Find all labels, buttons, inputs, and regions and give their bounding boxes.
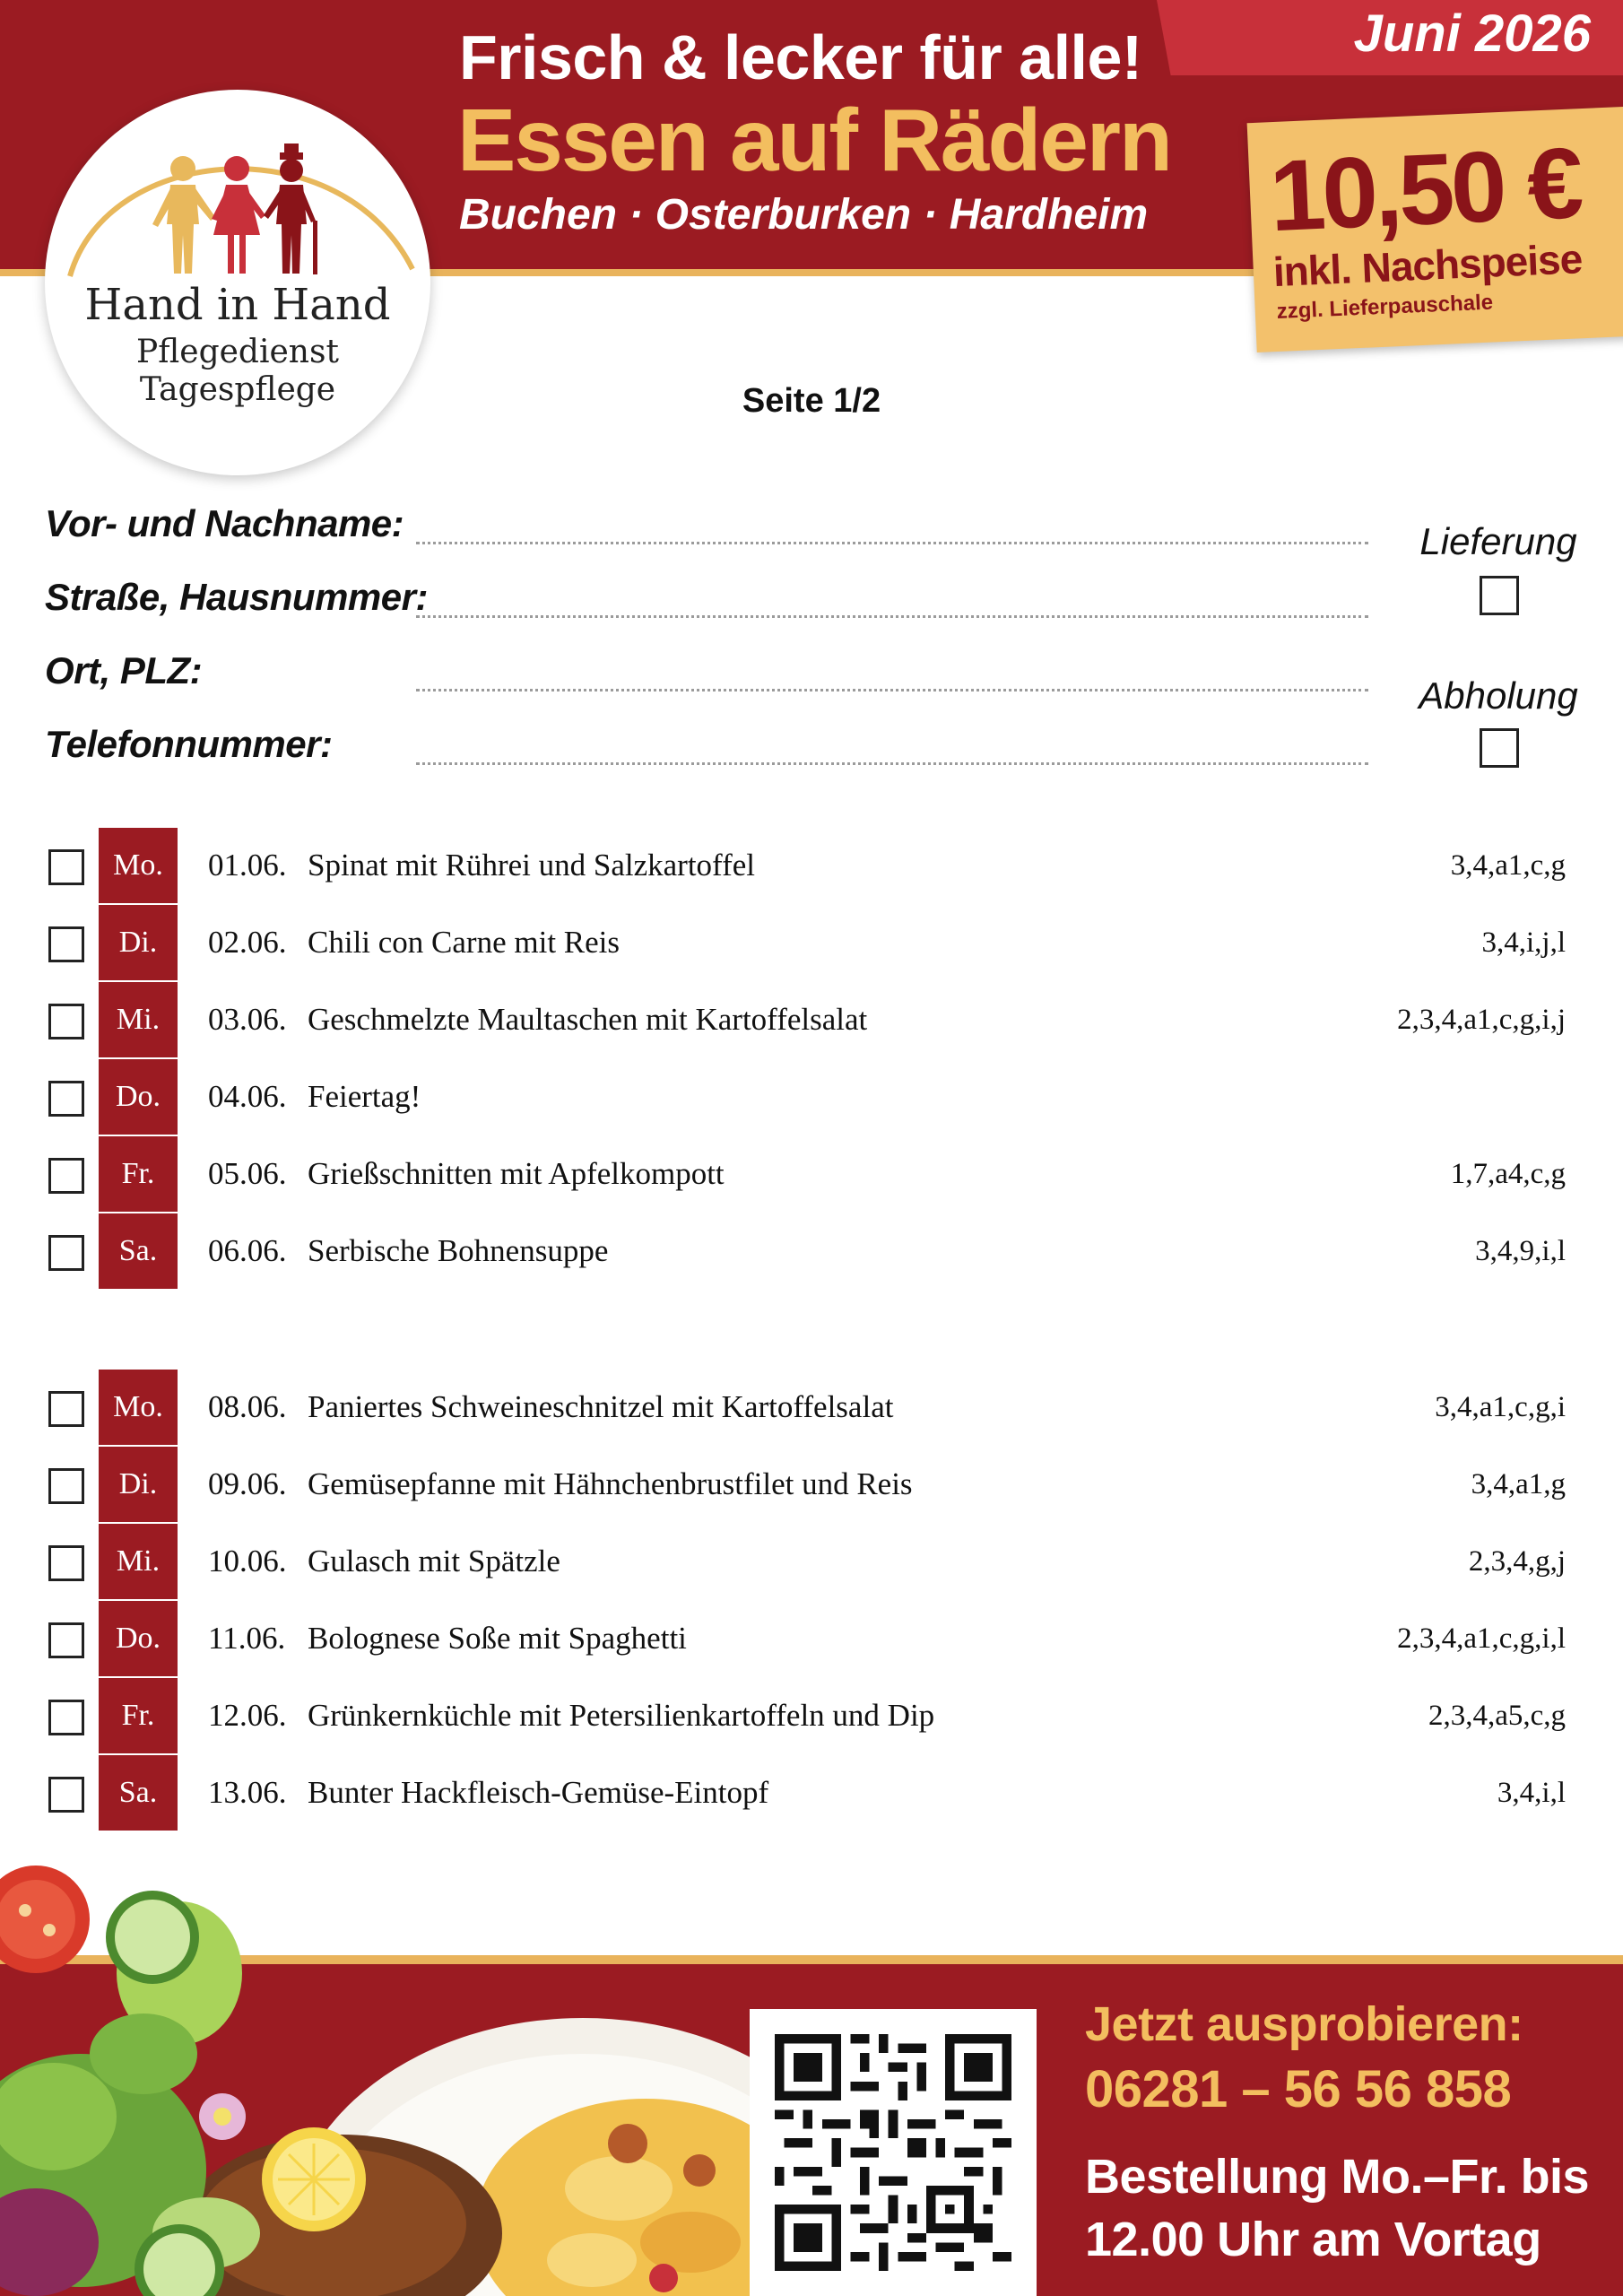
headline: Frisch & lecker für alle! [459,22,1142,92]
menu-date: 03.06. [208,1002,287,1037]
menu-date: 01.06. [208,848,287,883]
allergen-codes: 3,4,i,l [1497,1777,1566,1809]
menu-row [0,905,1623,980]
pickup-label: Abholung [1419,674,1578,717]
name-label: Vor- und Nachname: [45,502,404,544]
logo-subtitle: Tagespflege [139,371,336,408]
allergen-codes: 3,4,a1,c,g [1450,849,1566,882]
day-badge: Fr. [99,1136,178,1212]
menu-row [0,1370,1623,1445]
meal-checkbox[interactable] [48,1545,84,1581]
logo-title: Hand in Hand [84,280,391,330]
meal-checkbox[interactable] [48,1468,84,1504]
menu-dish: Grießschnitten mit Apfelkompott [308,1156,725,1191]
menu-dish: Gulasch mit Spätzle [308,1544,560,1578]
street-label: Straße, Hausnummer: [45,576,428,618]
menu-dish: Grünkernküchle mit Petersilienkartoffeln und Dip [308,1698,935,1733]
food-illustration [0,1848,753,2296]
menu-row [0,1678,1623,1753]
menu-dish: Spinat mit Rührei und Salzkartoffel [308,848,755,883]
day-badge: Mi. [99,982,178,1057]
allergen-codes: 3,4,a1,g [1471,1468,1566,1500]
menu-dish: Chili con Carne mit Reis [308,925,621,960]
day-badge: Sa. [99,1755,178,1831]
page-indicator: Seite 1/2 [742,382,881,420]
delivery-checkbox[interactable] [1480,576,1519,615]
city-label: Ort, PLZ: [45,649,203,691]
menu-dish: Serbische Bohnensuppe [308,1233,609,1268]
day-badge: Do. [99,1059,178,1135]
meal-checkbox[interactable] [48,1700,84,1735]
phone-field[interactable] [416,762,1368,765]
price-card [1247,107,1623,352]
menu-date: 05.06. [208,1156,287,1191]
meal-checkbox[interactable] [48,1004,84,1039]
meal-checkbox[interactable] [48,849,84,885]
price-note: zzgl. Lieferpauschale [1276,290,1494,325]
meal-checkbox[interactable] [48,1622,84,1658]
menu-row [0,1755,1623,1831]
day-badge: Mo. [99,828,178,903]
meal-checkbox[interactable] [48,1158,84,1194]
allergen-codes: 3,4,i,j,l [1481,926,1566,959]
qr-code[interactable] [750,2009,1037,2296]
menu-date: 10.06. [208,1544,287,1578]
menu-row [0,982,1623,1057]
menu-date: 08.06. [208,1389,287,1424]
meal-checkbox[interactable] [48,1081,84,1117]
meal-checkbox[interactable] [48,926,84,962]
allergen-codes: 3,4,a1,c,g,i [1435,1391,1566,1423]
pickup-checkbox[interactable] [1480,728,1519,768]
menu-dish: Bunter Hackfleisch-Gemüse-Eintopf [308,1775,769,1810]
menu-row [0,1524,1623,1599]
menu-date: 12.06. [208,1698,287,1733]
phone-label: Telefonnummer: [45,723,333,765]
qr-code-icon [775,2034,1011,2271]
price-includes: inkl. Nachspeise [1271,235,1584,296]
order-deadline [1085,2145,1614,2271]
meal-checkbox[interactable] [48,1391,84,1427]
order-deadline-line: Bestellung Mo.–Fr. bis [1085,2150,1590,2204]
allergen-codes: 1,7,a4,c,g [1450,1158,1566,1190]
menu-dish: Bolognese Soße mit Spaghetti [308,1621,687,1656]
menu-row [0,1601,1623,1676]
menu-dish: Feiertag! [308,1079,421,1114]
menu-date: 13.06. [208,1775,287,1810]
menu-row [0,1136,1623,1212]
allergen-codes: 2,3,4,a1,c,g,i,l [1397,1622,1566,1655]
day-badge: Mo. [99,1370,178,1445]
day-badge: Mi. [99,1524,178,1599]
page-title: Essen auf Rädern [457,91,1171,189]
menu-date: 06.06. [208,1233,287,1268]
menu-date: 09.06. [208,1466,287,1501]
order-deadline-line: 12.00 Uhr am Vortag [1085,2213,1541,2266]
menu-date: 11.06. [208,1621,286,1656]
allergen-codes: 2,3,4,a1,c,g,i,j [1397,1004,1566,1036]
allergen-codes: 2,3,4,g,j [1468,1545,1566,1578]
menu-dish: Gemüsepfanne mit Hähnchenbrustfilet und Reis [308,1466,913,1501]
menu-row [0,1447,1623,1522]
menu-row [0,828,1623,903]
allergen-codes: 3,4,9,i,l [1475,1235,1566,1267]
menu-dish: Geschmelzte Maultaschen mit Kartoffelsalat [308,1002,868,1037]
price-amount: 10,50 € [1267,126,1583,253]
meal-checkbox[interactable] [48,1235,84,1271]
day-badge: Di. [99,905,178,980]
menu-date: 02.06. [208,925,287,960]
cities-line: Buchen · Osterburken · Hardheim [459,191,1149,239]
delivery-label: Lieferung [1419,520,1577,562]
menu-row [0,1059,1623,1135]
day-badge: Do. [99,1601,178,1676]
name-field[interactable] [416,542,1368,544]
day-badge: Sa. [99,1213,178,1289]
street-field[interactable] [416,615,1368,618]
day-badge: Fr. [99,1678,178,1753]
logo-subtitle: Pflegedienst [136,334,339,370]
menu-dish: Paniertes Schweineschnitzel mit Kartoffelsalat [308,1389,894,1424]
cta-text: Jetzt ausprobieren: [1085,1997,1523,2051]
month-label: Juni 2026 [1353,4,1591,63]
allergen-codes: 2,3,4,a5,c,g [1428,1700,1566,1732]
day-badge: Di. [99,1447,178,1522]
menu-date: 04.06. [208,1079,287,1114]
city-field[interactable] [416,689,1368,691]
menu-row [0,1213,1623,1289]
phone-number[interactable]: 06281 – 56 56 858 [1085,2060,1512,2118]
meal-checkbox[interactable] [48,1777,84,1813]
